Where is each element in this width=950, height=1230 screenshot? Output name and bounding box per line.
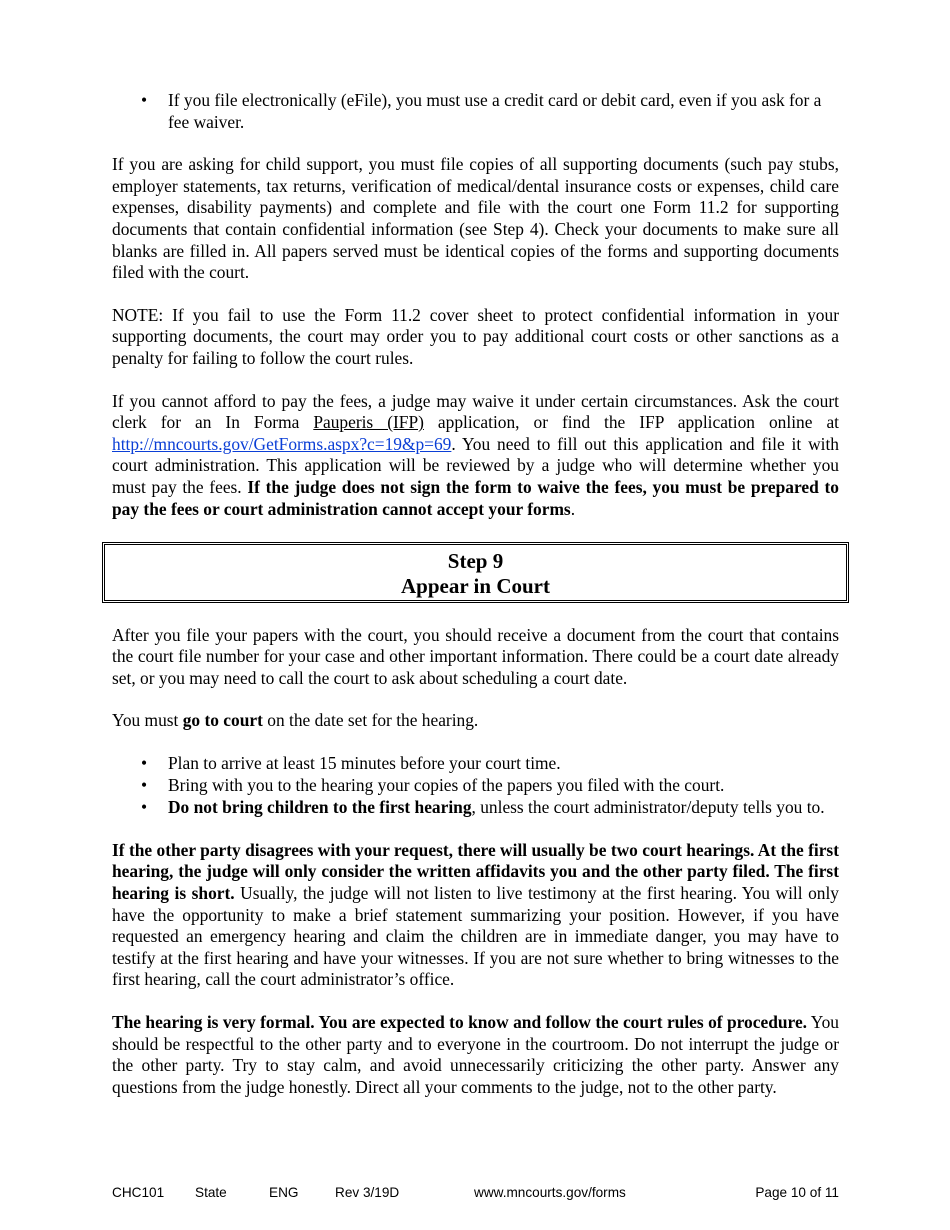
step-heading-box [102, 542, 849, 603]
list-item [112, 90, 839, 133]
must-pre: You must [112, 710, 183, 731]
page-footer [112, 1184, 839, 1202]
list-item [112, 775, 839, 797]
supporting-documents-paragraph: If you are asking for child support, you must file copies of all supporting documents (such pay stubs, employer statements, tax returns, verification of medical/dental insurance costs or expenses, child care expenses, disability payments) and complete and file with the court one Form 11.2 for supporting documents that contain confidential information (see Step 4). Check your documents to make sure all blanks are filled in. All papers served must be identical copies of the forms and supporting documents filed with the court. [112, 154, 839, 283]
two-hearings-paragraph [112, 840, 839, 991]
footer-revision: Rev 3/19D [335, 1185, 400, 1200]
footer-language: ENG [269, 1185, 299, 1200]
no-children-bold: Do not bring children to the first hearing [168, 796, 472, 817]
formal-hearing-bold: The hearing is very formal. You are expected to know and follow the court rules of procedure. [112, 1011, 808, 1032]
footer-page-number: Page 10 of 11 [755, 1185, 839, 1200]
bullet-icon: • [141, 90, 148, 110]
list-item [112, 753, 839, 775]
footer-url: www.mncourts.gov/forms [474, 1185, 626, 1200]
fee-text-3: . You need to fill out this application and file it with court administration. This application will be reviewed by a judge who will determine whether you must pay the fees. [112, 433, 839, 497]
efile-bullet-list [112, 90, 839, 133]
document-body [112, 90, 839, 1098]
court-bullet-list [112, 753, 839, 818]
fee-text-end: . [570, 498, 576, 519]
efile-bullet-text: If you file electronically (eFile), you must use a credit card or debit card, even if you ask for a fee waiver. [168, 90, 822, 132]
step-title: Appear in Court [401, 573, 550, 598]
ifp-underlined-text: Pauperis (IFP) [313, 412, 424, 433]
step-number: Step 9 [447, 549, 504, 574]
fee-text-2: application, or find the IFP application online at [423, 412, 839, 433]
list-item [112, 797, 839, 819]
two-hearings-bold: If the other party disagrees with your request, there will usually be two court hearings. At the first hearing, the judge will only consider the written affidavits you and the other party filed. The first hearing is short. [112, 839, 839, 903]
fee-waiver-paragraph [112, 391, 839, 521]
go-to-court-paragraph [112, 710, 839, 732]
after-filing-paragraph: After you file your papers with the court, you should receive a document from the court that contains the court file number for your case and other important information. There could be a court date already set, or you may need to call the court to ask about scheduling a court date. [112, 624, 839, 688]
fee-text-1: If you cannot afford to pay the fees, a judge may waive it under certain circumstances. Ask the court clerk for an In Forma [112, 390, 839, 433]
footer-form-id: CHC101 [112, 1185, 165, 1200]
formal-hearing-paragraph [112, 1012, 839, 1098]
no-children-rest: , unless the court administrator/deputy tells you to. [471, 796, 825, 817]
bullet-icon: • [141, 775, 148, 796]
bullet-icon: • [141, 753, 148, 774]
two-hearings-rest: Usually, the judge will not listen to live testimony at the first hearing. You will only have the opportunity to make a brief statement summarizing your position. However, if you have requested an emergency hearing and claim the children are in immediate danger, you may have to testify at the first hearing and have your witnesses. If you are not sure whether to bring witnesses to the first hearing, call the court administrator’s office. [112, 882, 839, 990]
fee-bold-warning: If the judge does not sign the form to waive the fees, you must be prepared to pay the fees or court administration cannot accept your forms [112, 476, 839, 519]
arrive-early-text: Plan to arrive at least 15 minutes before your court time. [168, 753, 561, 774]
bring-copies-text: Bring with you to the hearing your copies of the papers you filed with the court. [168, 775, 725, 796]
bullet-icon: • [141, 796, 148, 817]
footer-state: State [195, 1185, 227, 1200]
formal-hearing-rest: You should be respectful to the other party and to everyone in the courtroom. Do not interrupt the judge or the other party. Try to stay calm, and avoid unnecessarily criticizing the other party. Answer any questions from the judge honestly. Direct all your comments to the judge, not to the other party. [112, 1011, 839, 1097]
must-post: on the date set for the hearing. [262, 710, 479, 731]
note-paragraph: NOTE: If you fail to use the Form 11.2 cover sheet to protect confidential information in your supporting documents, the court may order you to pay additional court costs or other sanctions as a penalty for failing to follow the court rules. [112, 304, 839, 368]
must-bold: go to court [182, 710, 263, 731]
ifp-application-link[interactable]: http://mncourts.gov/GetForms.aspx?c=19&p=69 [112, 433, 452, 454]
